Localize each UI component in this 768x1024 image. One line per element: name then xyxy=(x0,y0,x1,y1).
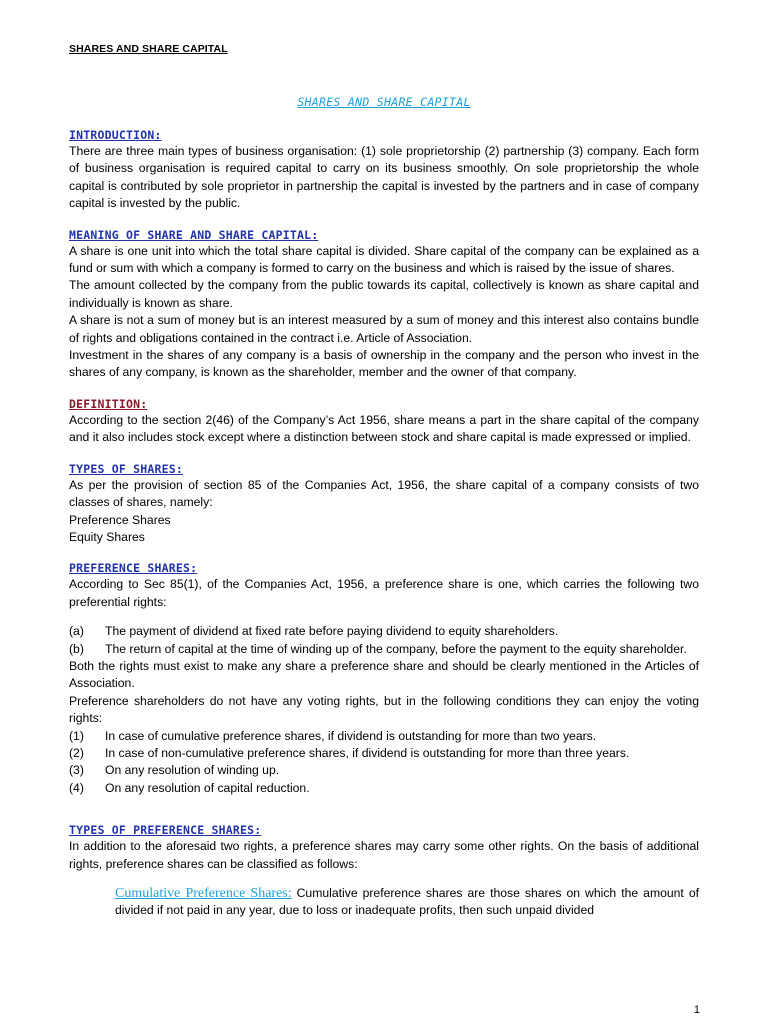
voting-rights-paragraph: Preference shareholders do not have any voting rights, but in the following conditions they can enjoy the voting rights: xyxy=(69,693,699,726)
condition-text-4: On any resolution of capital reduction. xyxy=(105,780,310,795)
condition-item-4 xyxy=(69,780,699,797)
right-text-a: The payment of dividend at fixed rate before paying dividend to equity shareholders. xyxy=(105,624,559,639)
types-of-preference-intro: In addition to the aforesaid two rights, a preference shares may carry some other rights. On the basis of additional rights, preference shares can be classified as follows: xyxy=(69,839,699,871)
types-list-item-equity: Equity Shares xyxy=(69,529,145,544)
section-heading-types-of-preference-shares: TYPES OF PREFERENCE SHARES: xyxy=(69,823,262,838)
cumulative-preference-paragraph xyxy=(115,885,699,920)
condition-label-1: (1) xyxy=(69,728,84,743)
condition-item-3 xyxy=(69,762,699,779)
preference-shares-intro: According to Sec 85(1), of the Companies Act, 1956, a preference share is one, which carries the following two preferential rights: xyxy=(69,577,699,609)
condition-item-1 xyxy=(69,728,699,745)
section-heading-preference-shares: PREFERENCE SHARES: xyxy=(69,561,198,576)
right-label-a: (a) xyxy=(69,624,84,639)
right-text-b: The return of capital at the time of winding up of the company, before the payment to the equity shareholder. xyxy=(105,641,687,656)
cumulative-preference-text: Cumulative preference shares are those shares on which the amount of divided if not paid in any year, due to loss or inadequate profits, then such unpaid divided xyxy=(115,886,699,918)
types-list-item-preference: Preference Shares xyxy=(69,512,171,527)
definition-paragraph: According to the section 2(46) of the Company’s Act 1956, share means a part in the share capital of the company and it also includes stock except where a distinction between stock and share capital is made expressed or implied. xyxy=(69,412,699,445)
page-number: 1 xyxy=(693,1004,700,1016)
section-heading-definition: DEFINITION: xyxy=(69,396,148,411)
condition-text-3: On any resolution of winding up. xyxy=(105,763,280,778)
condition-text-2: In case of non-cumulative preference shares, if dividend is outstanding for more than three years. xyxy=(105,745,630,760)
condition-item-2 xyxy=(69,745,699,762)
types-of-shares-paragraph: As per the provision of section 85 of the Companies Act, 1956, the share capital of a company consists of two classes of shares, namely: xyxy=(69,477,699,510)
page-title: SHARES AND SHARE CAPITAL xyxy=(297,95,471,109)
meaning-paragraph-1: A share is one unit into which the total share capital is divided. Share capital of the company can be explained as a fund or sum with which a company is formed to carry on the business and which is raised by the issue of shares. xyxy=(69,243,699,276)
condition-text-1: In case of cumulative preference shares, if dividend is outstanding for more than two years. xyxy=(105,728,597,743)
condition-label-3: (3) xyxy=(69,763,84,778)
section-heading-introduction: INTRODUCTION: xyxy=(69,128,162,142)
meaning-paragraph-4: Investment in the shares of any company is a basis of ownership in the company and the person who invest in the shares of any company, is known as the shareholder, member and the owner of that company. xyxy=(69,348,699,380)
meaning-paragraph-2: The amount collected by the company from the public towards its capital, collectively is known as share capital and individually is known as share. xyxy=(69,278,699,310)
section-heading-types-of-shares: TYPES OF SHARES: xyxy=(69,461,183,476)
right-item-b xyxy=(69,641,699,658)
document-body xyxy=(69,128,699,920)
cumulative-preference-heading: Cumulative Preference Shares: xyxy=(115,886,292,901)
running-header: SHARES AND SHARE CAPITAL xyxy=(69,43,228,55)
preference-rights-paragraph: Both the rights must exist to make any share a preference share and should be clearly mentioned in the Articles of Association. xyxy=(69,658,699,691)
right-item-a xyxy=(69,623,699,640)
introduction-paragraph: There are three main types of business organisation: (1) sole proprietorship (2) partnership (3) company. Each form of business organisation is required capital to carry on its business smoothly. On sole proprietorship the whole capital is contributed by sole proprietor in partnership the capital is invested by the partners and in case of company capital is invested by the public. xyxy=(69,144,699,211)
meaning-paragraph-3: A share is not a sum of money but is an interest measured by a sum of money and this interest also contains bundle of rights and obligations contained in the contract i.e. Article of Association. xyxy=(69,313,699,345)
condition-label-2: (2) xyxy=(69,745,84,760)
section-heading-meaning: MEANING OF SHARE AND SHARE CAPITAL: xyxy=(69,227,319,242)
right-label-b: (b) xyxy=(69,641,84,656)
condition-label-4: (4) xyxy=(69,780,84,795)
